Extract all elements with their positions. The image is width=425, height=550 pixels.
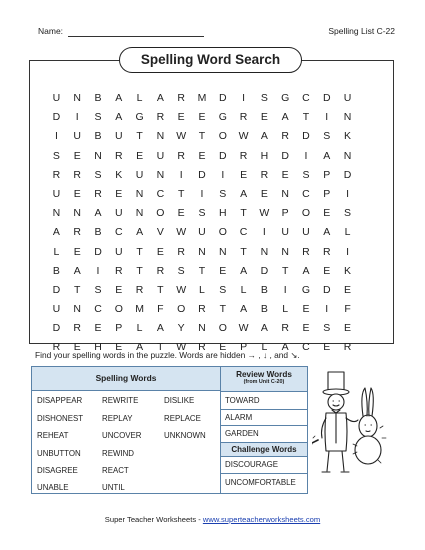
footer-link[interactable]: www.superteacherworksheets.com: [202, 515, 321, 524]
grid-letter: E: [281, 168, 289, 181]
grid-letter: W: [259, 207, 270, 220]
grid-letter: R: [52, 168, 61, 181]
grid-letter: E: [198, 111, 206, 124]
grid-letter: A: [323, 149, 331, 162]
grid-letter: L: [261, 341, 268, 354]
row-rule: [221, 425, 307, 426]
grid-letter: A: [281, 111, 289, 124]
grid-letter: D: [52, 322, 61, 335]
grid-letter: U: [114, 245, 123, 258]
grid-letter: P: [281, 207, 289, 220]
grid-letter: R: [73, 322, 81, 335]
grid-letter: L: [53, 245, 60, 258]
name-line: [68, 36, 204, 37]
grid-letter: D: [260, 264, 269, 277]
name-label: Name:: [38, 26, 64, 36]
grid-letter: S: [52, 149, 60, 162]
grid-letter: N: [73, 207, 81, 220]
grid-letter: B: [260, 283, 268, 296]
grid-letter: A: [240, 187, 248, 200]
spelling-word: UNTIL: [102, 483, 125, 492]
grid-letter: I: [96, 264, 100, 277]
spelling-word: REWIND: [102, 449, 134, 458]
grid-letter: U: [135, 168, 144, 181]
grid-letter: P: [323, 187, 331, 200]
grid-letter: F: [157, 303, 164, 316]
grid-letter: T: [198, 264, 206, 277]
grid-letter: N: [156, 168, 165, 181]
grid-letter: S: [94, 168, 102, 181]
grid-letter: I: [75, 111, 79, 124]
grid-letter: I: [346, 245, 350, 258]
grid-letter: A: [52, 226, 60, 239]
grid-letter: O: [114, 303, 123, 316]
grid-letter: I: [325, 111, 329, 124]
grid-letter: D: [343, 168, 352, 181]
grid-letter: R: [198, 303, 206, 316]
grid-letter: E: [73, 341, 81, 354]
grid-letter: A: [240, 303, 248, 316]
grid-row: [46, 127, 358, 146]
grid-letter: P: [240, 341, 248, 354]
grid-letter: N: [198, 322, 206, 335]
grid-letter: E: [323, 341, 331, 354]
spelling-word: DISAPPEAR: [37, 396, 83, 405]
spelling-word: REPLACE: [164, 414, 201, 423]
grid-letter: E: [219, 264, 227, 277]
grid-letter: S: [219, 283, 227, 296]
grid-letter: O: [218, 226, 227, 239]
footer-text: Super Teacher Worksheets -: [104, 515, 203, 524]
grid-letter: R: [52, 341, 61, 354]
grid-letter: E: [115, 341, 123, 354]
challenge-words-heading: Challenge Words: [221, 442, 307, 457]
review-words-heading: [221, 367, 307, 392]
grid-row: [46, 185, 358, 204]
grid-letter: T: [157, 283, 164, 296]
grid-letter: T: [157, 341, 164, 354]
grid-letter: A: [136, 341, 144, 354]
grid-letter: H: [260, 149, 269, 162]
grid-row: [46, 204, 358, 223]
grid-letter: R: [343, 341, 352, 354]
grid-letter: D: [52, 283, 61, 296]
grid-letter: R: [239, 111, 248, 124]
grid-letter: I: [262, 226, 266, 239]
challenge-word: UNCOMFORTABLE: [225, 478, 296, 487]
grid-letter: E: [73, 149, 81, 162]
grid-letter: E: [177, 207, 185, 220]
grid-letter: I: [346, 187, 350, 200]
grid-letter: R: [198, 341, 206, 354]
grid-row: [46, 281, 358, 300]
grid-letter: E: [302, 303, 310, 316]
grid-letter: T: [219, 303, 226, 316]
spelling-word: DISHONEST: [37, 414, 84, 423]
grid-letter: T: [240, 245, 247, 258]
grid-letter: A: [94, 207, 102, 220]
grid-letter: E: [73, 187, 81, 200]
spelling-word: REACT: [102, 466, 129, 475]
page-title: Spelling Word Search: [119, 47, 302, 73]
spelling-word: REPLAY: [102, 414, 133, 423]
header: [38, 26, 395, 40]
grid-letter: A: [156, 92, 164, 104]
grid-row: [46, 108, 358, 127]
grid-letter: D: [198, 168, 206, 181]
grid-letter: S: [94, 111, 102, 124]
grid-letter: U: [73, 130, 81, 143]
column-divider: [220, 367, 221, 493]
grid-letter: I: [304, 149, 308, 162]
grid-row: [46, 243, 358, 262]
grid-letter: S: [177, 264, 185, 277]
grid-letter: W: [238, 322, 249, 335]
grid-letter: U: [343, 92, 352, 104]
grid-letter: T: [240, 207, 247, 220]
grid-letter: F: [344, 303, 351, 316]
grid-row: [46, 319, 358, 338]
grid-letter: L: [240, 283, 247, 296]
grid-letter: B: [52, 264, 60, 277]
grid-letter: C: [114, 226, 123, 239]
footer: [0, 515, 425, 524]
grid-letter: D: [281, 149, 289, 162]
word-bank: [31, 366, 308, 494]
grid-letter: S: [260, 92, 268, 104]
grid-letter: N: [156, 130, 165, 143]
review-word: TOWARD: [225, 396, 260, 405]
grid-letter: N: [135, 187, 144, 200]
grid-letter: D: [322, 92, 331, 104]
grid-letter: A: [240, 264, 248, 277]
grid-letter: D: [218, 149, 227, 162]
grid-letter: I: [325, 303, 329, 316]
grid-letter: A: [260, 130, 268, 143]
spelling-words-heading: Spelling Words: [32, 367, 221, 391]
grid-row: [46, 223, 358, 242]
grid-letter: W: [238, 130, 249, 143]
grid-letter: B: [94, 130, 102, 143]
grid-letter: D: [52, 111, 61, 124]
grid-letter: A: [323, 226, 331, 239]
grid-letter: L: [282, 303, 289, 316]
grid-letter: I: [54, 130, 58, 143]
grid-letter: A: [302, 264, 310, 277]
grid-letter: E: [73, 245, 81, 258]
row-rule: [221, 473, 307, 474]
grid-letter: E: [177, 111, 185, 124]
grid-letter: R: [239, 149, 248, 162]
grid-letter: E: [115, 283, 123, 296]
grid-row: [46, 166, 358, 185]
spelling-word: DISLIKE: [164, 396, 195, 405]
grid-letter: R: [156, 264, 165, 277]
challenge-word: DISCOURAGE: [225, 460, 279, 469]
grid-letter: C: [239, 226, 248, 239]
spelling-word: REHEAT: [37, 431, 69, 440]
grid-letter: S: [323, 322, 331, 335]
grid-letter: O: [301, 207, 311, 220]
grid-letter: E: [240, 168, 248, 181]
grid-letter: O: [218, 322, 227, 335]
grid-letter: T: [281, 264, 289, 277]
grid-letter: S: [219, 187, 227, 200]
grid-letter: T: [136, 245, 143, 258]
grid-letter: K: [344, 130, 352, 143]
grid-letter: A: [156, 322, 164, 335]
grid-letter: P: [323, 168, 331, 181]
spelling-list-id: Spelling List C-22: [328, 26, 395, 36]
grid-letter: C: [94, 303, 102, 316]
grid-letter: S: [302, 168, 310, 181]
grid-letter: G: [135, 111, 144, 124]
grid-letter: C: [302, 187, 310, 200]
review-word: GARDEN: [225, 429, 259, 438]
grid-letter: W: [176, 130, 187, 143]
grid-letter: T: [198, 130, 206, 143]
grid-letter: C: [156, 187, 165, 200]
magician-illustration: [312, 368, 392, 478]
grid-letter: T: [136, 130, 143, 143]
grid-letter: R: [73, 168, 81, 181]
grid-letter: R: [281, 130, 289, 143]
review-word: ALARM: [225, 413, 253, 422]
grid-letter: E: [198, 149, 206, 162]
grid-letter: N: [73, 92, 81, 104]
grid-letter: C: [302, 92, 310, 104]
review-words-title: Review Words: [236, 370, 292, 379]
spelling-word: REWRITE: [102, 396, 139, 405]
grid-letter: W: [176, 283, 187, 296]
grid-letter: S: [94, 283, 102, 296]
grid-letter: N: [343, 149, 352, 162]
grid-letter: G: [281, 92, 290, 104]
grid-letter: R: [114, 149, 123, 162]
grid-letter: B: [260, 303, 268, 316]
grid-letter: I: [179, 168, 183, 181]
grid-letter: R: [322, 245, 331, 258]
grid-letter: A: [73, 264, 81, 277]
grid-letter: E: [302, 322, 310, 335]
grid-letter: N: [198, 245, 206, 258]
grid-letter: P: [115, 322, 123, 335]
grid-letter: R: [94, 187, 102, 200]
grid-row: [46, 300, 358, 319]
grid-letter: W: [176, 341, 187, 354]
grid-letter: U: [114, 207, 123, 220]
grid-letter: E: [156, 245, 164, 258]
grid-letter: D: [302, 130, 310, 143]
grid-letter: M: [197, 92, 207, 104]
grid-letter: R: [177, 149, 185, 162]
grid-letter: L: [136, 92, 143, 104]
grid-letter: A: [115, 111, 123, 124]
spelling-word: UNKNOWN: [164, 431, 206, 440]
grid-letter: R: [156, 111, 165, 124]
grid-letter: A: [136, 226, 144, 239]
spelling-word: UNABLE: [37, 483, 69, 492]
grid-letter: R: [177, 92, 185, 104]
spelling-word: UNCOVER: [102, 431, 142, 440]
grid-letter: R: [135, 283, 144, 296]
grid-letter: T: [136, 264, 143, 277]
grid-letter: S: [344, 207, 352, 220]
grid-letter: S: [323, 130, 331, 143]
grid-letter: N: [135, 207, 144, 220]
grid-letter: A: [260, 322, 268, 335]
grid-letter: O: [177, 303, 186, 316]
grid-letter: I: [242, 92, 246, 104]
grid-letter: E: [323, 264, 331, 277]
grid-letter: A: [115, 92, 123, 104]
grid-letter: U: [302, 226, 310, 239]
grid-letter: K: [344, 264, 352, 277]
grid-letter: N: [218, 245, 227, 258]
grid-letter: N: [281, 187, 289, 200]
grid-letter: N: [281, 245, 289, 258]
grid-letter: U: [198, 226, 206, 239]
spelling-word: UNBUTTON: [37, 449, 81, 458]
grid-letter: R: [177, 245, 185, 258]
grid-letter: E: [344, 322, 352, 335]
instructions: Find your spelling words in the puzzle. Words are hidden → , ↓ , and ↘.: [35, 350, 300, 360]
grid-letter: R: [114, 264, 123, 277]
grid-row: [46, 89, 358, 108]
grid-letter: N: [52, 207, 61, 220]
grid-row: [46, 262, 358, 281]
grid-letter: T: [302, 111, 310, 124]
grid-letter: E: [260, 187, 268, 200]
grid-letter: G: [301, 283, 311, 296]
grid-letter: O: [156, 207, 165, 220]
grid-letter: R: [260, 168, 269, 181]
grid-letter: M: [135, 303, 144, 316]
grid-letter: E: [260, 111, 268, 124]
grid-letter: N: [73, 303, 81, 316]
grid-letter: E: [115, 187, 123, 200]
grid-letter: R: [302, 245, 310, 258]
grid-letter: B: [94, 226, 102, 239]
grid-letter: D: [218, 92, 227, 104]
grid-letter: U: [281, 226, 289, 239]
grid-letter: U: [52, 303, 61, 316]
grid-letter: B: [94, 92, 102, 104]
grid-letter: E: [323, 207, 331, 220]
grid-letter: L: [199, 283, 205, 296]
grid-letter: R: [281, 322, 289, 335]
grid-letter: I: [221, 168, 225, 181]
grid-letter: N: [260, 245, 269, 258]
grid-letter: E: [219, 341, 227, 354]
grid-letter: U: [156, 149, 165, 162]
grid-letter: N: [343, 111, 352, 124]
grid-row: [46, 147, 358, 166]
grid-letter: U: [52, 92, 61, 104]
grid-letter: N: [94, 149, 102, 162]
grid-letter: T: [73, 283, 81, 296]
spelling-word: DISAGREE: [37, 466, 78, 475]
grid-letter: E: [94, 322, 102, 335]
grid-letter: I: [200, 187, 204, 200]
grid-letter: E: [344, 283, 352, 296]
grid-letter: I: [283, 283, 287, 296]
grid-letter: L: [136, 322, 143, 335]
grid-letter: H: [218, 207, 227, 220]
grid-letter: G: [218, 111, 227, 124]
grid-letter: L: [344, 226, 351, 239]
letter-grid: [46, 89, 358, 358]
grid-letter: A: [281, 341, 289, 354]
grid-letter: O: [218, 130, 227, 143]
grid-letter: W: [176, 226, 187, 239]
grid-letter: K: [115, 168, 123, 181]
grid-letter: D: [322, 283, 331, 296]
grid-letter: Y: [177, 322, 185, 335]
grid-letter: H: [94, 341, 102, 354]
grid-letter: S: [198, 207, 206, 220]
grid-letter: T: [177, 187, 185, 200]
grid-letter: E: [136, 149, 144, 162]
grid-letter: U: [114, 130, 123, 143]
grid-letter: U: [52, 187, 61, 200]
row-rule: [221, 409, 307, 410]
grid-letter: C: [302, 341, 310, 354]
review-words-subtitle: (from Unit C-20): [243, 379, 285, 385]
grid-letter: R: [73, 226, 81, 239]
grid-letter: V: [156, 226, 164, 239]
grid-letter: D: [94, 245, 102, 258]
